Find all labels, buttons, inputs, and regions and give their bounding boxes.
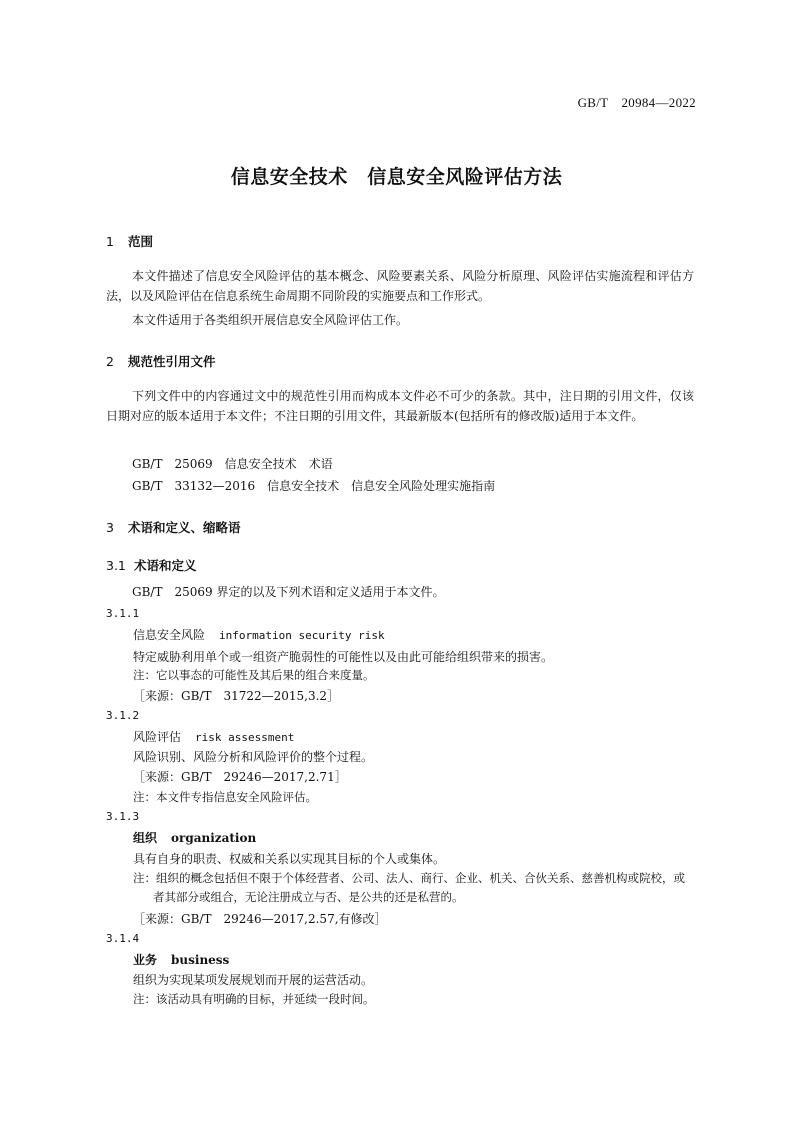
term-note: 注：它以事态的可能性及其后果的组合来度量。 — [133, 668, 375, 682]
term-zh: 信息安全风险 — [133, 628, 206, 642]
term-note-text: 注：组织的概念包括但不限于个体经营者、公司、法人、商行、企业、机关、合伙关系、慈善机构或院校，或者其部分或组合，无论注册成立与否、是公共的还是私营的。 — [133, 871, 685, 904]
reference-2: GB/T 33132—2016 信息安全技术 信息安全风险处理实施指南 — [132, 479, 496, 493]
term-number: 3.1.3 — [106, 810, 140, 823]
section-3-heading — [106, 518, 241, 536]
term-zh: 业务 — [133, 953, 158, 967]
term-source: ［来源：GB/T 29246—2017,2.57,有修改］ — [133, 912, 387, 926]
term-source: ［来源：GB/T 31722—2015,3.2］ — [133, 689, 340, 703]
term-source: ［来源：GB/T 29246—2017,2.71］ — [133, 770, 347, 784]
term-zh: 组织 — [133, 831, 158, 845]
document-title: 信息安全技术 信息安全风险评估方法 — [230, 166, 563, 188]
standard-code: GB/T 20984—2022 — [577, 95, 696, 110]
reference-1: GB/T 25069 信息安全技术 术语 — [132, 457, 333, 471]
section-number: 3 — [106, 520, 114, 535]
section-title: 术语和定义、缩略语 — [128, 520, 241, 535]
term-zh: 风险评估 — [133, 730, 182, 744]
term-number: 3.1.4 — [106, 932, 140, 945]
term-en: business — [171, 953, 230, 967]
term-definition: 风险识别、风险分析和风险评价的整个过程。 — [133, 750, 374, 764]
term-definition: 具有自身的职责、权威和关系以实现其目标的个人或集体。 — [133, 852, 446, 866]
section-title: 规范性引用文件 — [128, 354, 216, 369]
section-title: 术语和定义 — [134, 558, 197, 573]
section-2-heading — [106, 352, 216, 370]
term-heading — [133, 830, 256, 846]
term-heading — [133, 729, 294, 746]
scope-paragraph-2: 本文件适用于各类组织开展信息安全风险评估工作。 — [132, 313, 409, 327]
term-definition: 组织为实现某项发展规划而开展的运营活动。 — [133, 973, 374, 987]
term-heading — [133, 627, 385, 644]
normative-references-paragraph: 下列文件中的内容通过文中的规范性引用而构成本文件必不可少的条款。其中，注日期的引用文件，仅该日期对应的版本适用于本文件；不注日期的引用文件，其最新版本(包括所有的修改版)适用于本文件。 — [106, 389, 694, 423]
term-number: 3.1.2 — [106, 709, 140, 722]
term-note — [133, 869, 693, 907]
section-number: 2 — [106, 354, 114, 369]
term-note: 注：该活动具有明确的目标，并延续一段时间。 — [133, 992, 375, 1006]
term-heading — [133, 952, 229, 968]
section-title: 范围 — [128, 234, 154, 249]
section-3-1-heading — [106, 556, 197, 574]
term-number: 3.1.1 — [106, 607, 140, 620]
term-note: 注：本文件专指信息安全风险评估。 — [133, 790, 317, 804]
term-en: organization — [171, 831, 257, 845]
scope-paragraph-1: 本文件描述了信息安全风险评估的基本概念、风险要素关系、风险分析原理、风险评估实施流程和评估方法，以及风险评估在信息系统生命周期不同阶段的实施要点和工作形式。 — [106, 269, 694, 303]
term-en: risk assessment — [195, 731, 295, 744]
section-number: 1 — [106, 234, 114, 249]
section-number: 3.1 — [106, 558, 126, 573]
terms-intro: GB/T 25069 界定的以及下列术语和定义适用于本文件。 — [132, 585, 445, 599]
term-definition: 特定威胁利用单个或一组资产脆弱性的可能性以及由此可能给组织带来的损害。 — [133, 650, 554, 664]
term-en: information security risk — [219, 629, 385, 642]
section-1-heading — [106, 232, 153, 250]
